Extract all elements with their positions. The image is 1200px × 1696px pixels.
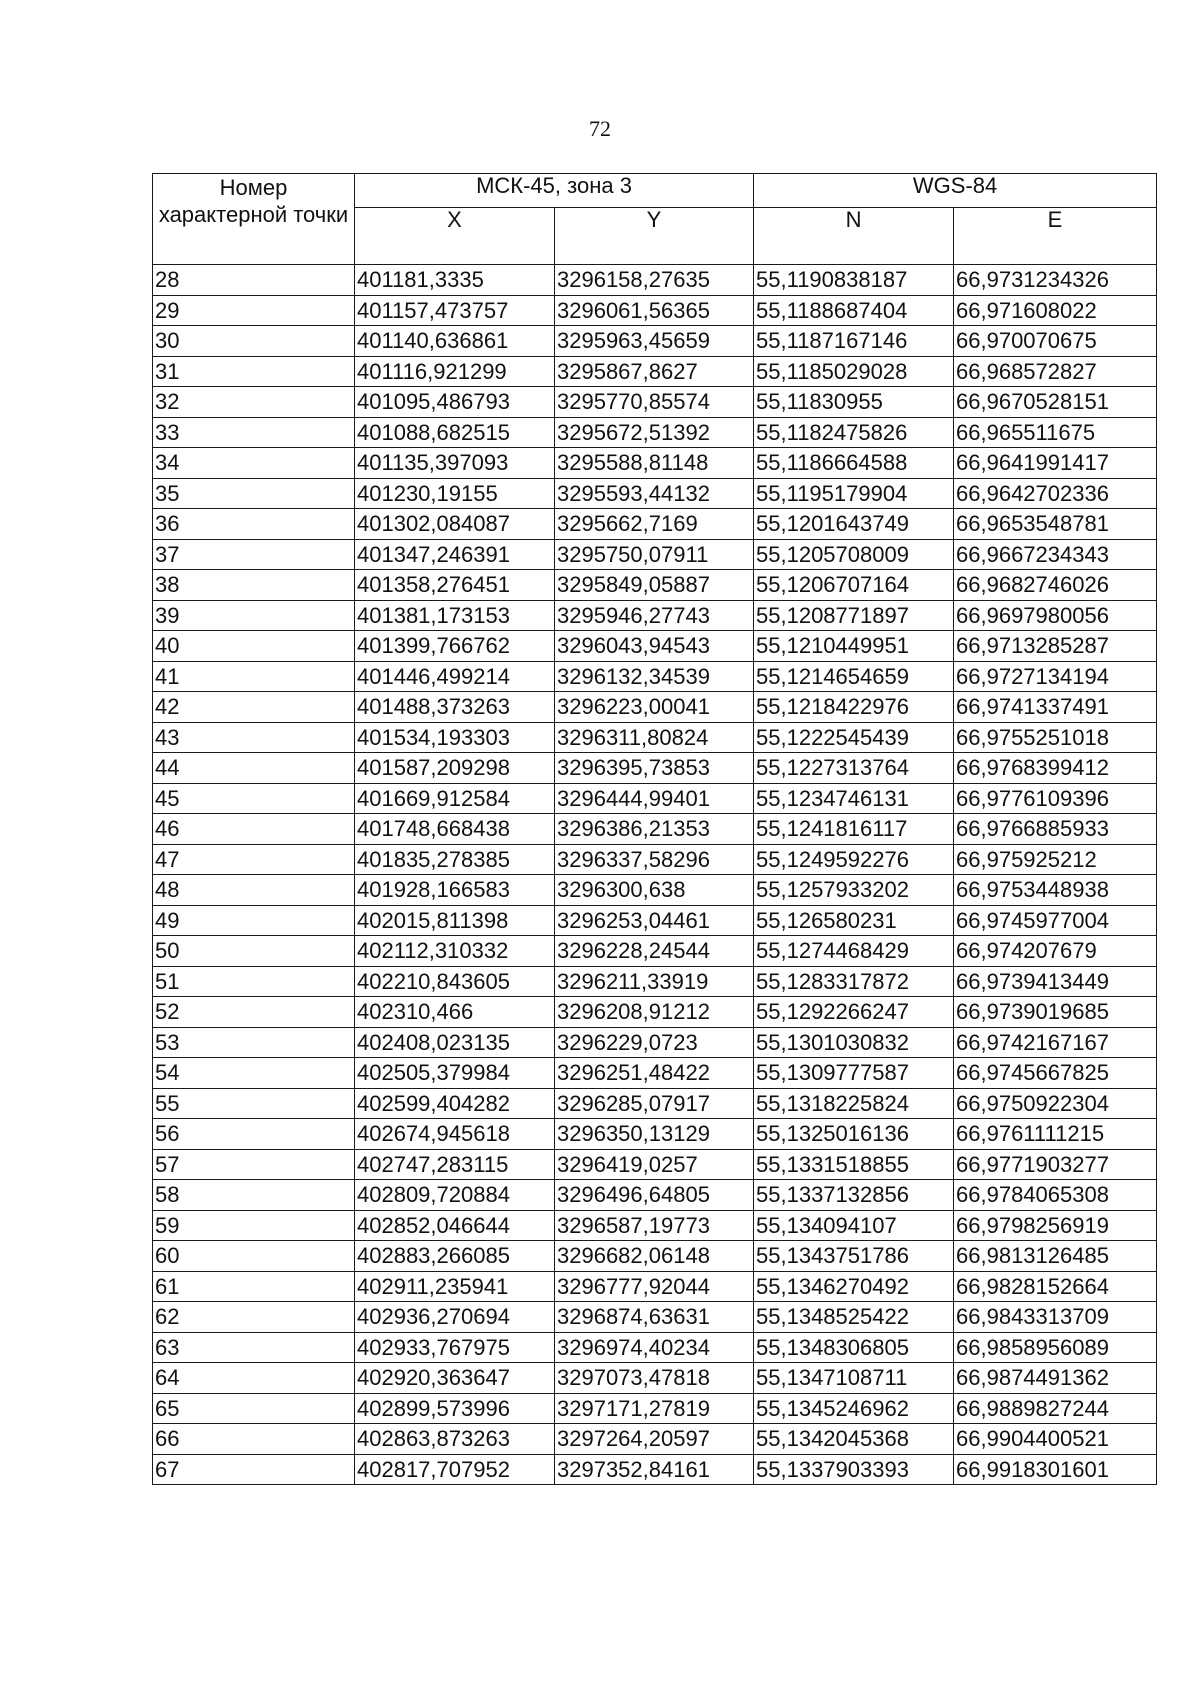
table-row (153, 966, 1157, 997)
y-cell: 3296300,638 (555, 875, 754, 906)
x-cell: 402408,023135 (355, 1027, 555, 1058)
e-cell: 66,9670528151 (954, 387, 1157, 418)
e-cell: 66,9904400521 (954, 1424, 1157, 1455)
n-column-header: N (754, 208, 954, 265)
e-cell: 66,975925212 (954, 844, 1157, 875)
x-cell: 402883,266085 (355, 1241, 555, 1272)
table-row (153, 1363, 1157, 1394)
e-cell: 66,9771903277 (954, 1149, 1157, 1180)
point-number-cell: 48 (153, 875, 355, 906)
x-cell: 402599,404282 (355, 1088, 555, 1119)
e-cell: 66,971608022 (954, 295, 1157, 326)
y-cell: 3296211,33919 (555, 966, 754, 997)
e-cell: 66,9753448938 (954, 875, 1157, 906)
y-cell: 3296395,73853 (555, 753, 754, 784)
n-cell: 55,1283317872 (754, 966, 954, 997)
e-cell: 66,9755251018 (954, 722, 1157, 753)
point-number-cell: 47 (153, 844, 355, 875)
n-cell: 55,1214654659 (754, 661, 954, 692)
n-cell: 55,1348525422 (754, 1302, 954, 1333)
table-row (153, 1119, 1157, 1150)
y-cell: 3296444,99401 (555, 783, 754, 814)
e-column-header: E (954, 208, 1157, 265)
n-cell: 55,1274468429 (754, 936, 954, 967)
x-cell: 401140,636861 (355, 326, 555, 357)
x-cell: 402112,310332 (355, 936, 555, 967)
y-cell: 3296132,34539 (555, 661, 754, 692)
point-number-cell: 60 (153, 1241, 355, 1272)
n-cell: 55,1182475826 (754, 417, 954, 448)
x-cell: 402933,767975 (355, 1332, 555, 1363)
n-cell: 55,1190838187 (754, 265, 954, 296)
table-row (153, 417, 1157, 448)
n-cell: 55,1348306805 (754, 1332, 954, 1363)
e-cell: 66,9768399412 (954, 753, 1157, 784)
e-cell: 66,9766885933 (954, 814, 1157, 845)
x-cell: 401358,276451 (355, 570, 555, 601)
y-cell: 3297073,47818 (555, 1363, 754, 1394)
table-body (153, 265, 1157, 1485)
table-row (153, 905, 1157, 936)
n-cell: 55,1187167146 (754, 326, 954, 357)
x-cell: 401669,912584 (355, 783, 555, 814)
point-number-cell: 61 (153, 1271, 355, 1302)
x-cell: 402310,466 (355, 997, 555, 1028)
table-row (153, 295, 1157, 326)
x-cell: 401399,766762 (355, 631, 555, 662)
msk-group-header: МСК-45, зона 3 (355, 174, 754, 208)
y-cell: 3296229,0723 (555, 1027, 754, 1058)
x-cell: 401347,246391 (355, 539, 555, 570)
e-cell: 66,9682746026 (954, 570, 1157, 601)
x-cell: 402911,235941 (355, 1271, 555, 1302)
point-number-cell: 41 (153, 661, 355, 692)
table-row (153, 1027, 1157, 1058)
x-cell: 402852,046644 (355, 1210, 555, 1241)
n-cell: 55,1249592276 (754, 844, 954, 875)
table-row (153, 1210, 1157, 1241)
wgs-group-header: WGS-84 (754, 174, 1157, 208)
point-number-cell: 54 (153, 1058, 355, 1089)
e-cell: 66,9742167167 (954, 1027, 1157, 1058)
x-cell: 401748,668438 (355, 814, 555, 845)
page-number: 72 (589, 116, 611, 141)
table-row (153, 1332, 1157, 1363)
x-cell: 401835,278385 (355, 844, 555, 875)
table-row (153, 661, 1157, 692)
e-cell: 66,9828152664 (954, 1271, 1157, 1302)
e-cell: 66,9641991417 (954, 448, 1157, 479)
point-number-cell: 66 (153, 1424, 355, 1455)
y-cell: 3296061,56365 (555, 295, 754, 326)
n-cell: 55,1188687404 (754, 295, 954, 326)
x-cell: 401116,921299 (355, 356, 555, 387)
table-row (153, 539, 1157, 570)
point-number-cell: 39 (153, 600, 355, 631)
table-row (153, 600, 1157, 631)
e-cell: 66,965511675 (954, 417, 1157, 448)
x-cell: 401302,084087 (355, 509, 555, 540)
x-cell: 402674,945618 (355, 1119, 555, 1150)
point-number-cell: 28 (153, 265, 355, 296)
y-cell: 3296337,58296 (555, 844, 754, 875)
table-row (153, 1241, 1157, 1272)
e-cell: 66,9741337491 (954, 692, 1157, 723)
x-cell: 401446,499214 (355, 661, 555, 692)
table-row (153, 631, 1157, 662)
x-cell: 402210,843605 (355, 966, 555, 997)
y-cell: 3296419,0257 (555, 1149, 754, 1180)
point-number-cell: 63 (153, 1332, 355, 1363)
y-cell: 3295662,7169 (555, 509, 754, 540)
y-cell: 3295672,51392 (555, 417, 754, 448)
e-cell: 66,9776109396 (954, 783, 1157, 814)
point-number-header: Номер характерной точки (153, 174, 355, 265)
table-row (153, 265, 1157, 296)
point-number-cell: 43 (153, 722, 355, 753)
table-row (153, 1302, 1157, 1333)
e-cell: 66,9739413449 (954, 966, 1157, 997)
table-row (153, 722, 1157, 753)
n-cell: 55,1346270492 (754, 1271, 954, 1302)
point-number-cell: 34 (153, 448, 355, 479)
x-cell: 401381,173153 (355, 600, 555, 631)
n-cell: 55,1325016136 (754, 1119, 954, 1150)
e-cell: 66,9731234326 (954, 265, 1157, 296)
y-cell: 3295849,05887 (555, 570, 754, 601)
e-cell: 66,9858956089 (954, 1332, 1157, 1363)
y-cell: 3296350,13129 (555, 1119, 754, 1150)
n-cell: 55,1309777587 (754, 1058, 954, 1089)
point-number-cell: 33 (153, 417, 355, 448)
y-cell: 3295867,8627 (555, 356, 754, 387)
y-cell: 3295770,85574 (555, 387, 754, 418)
y-cell: 3297171,27819 (555, 1393, 754, 1424)
n-cell: 55,1343751786 (754, 1241, 954, 1272)
n-cell: 55,1201643749 (754, 509, 954, 540)
y-cell: 3296974,40234 (555, 1332, 754, 1363)
y-cell: 3296682,06148 (555, 1241, 754, 1272)
x-cell: 401928,166583 (355, 875, 555, 906)
n-cell: 55,1318225824 (754, 1088, 954, 1119)
x-cell: 401230,19155 (355, 478, 555, 509)
y-cell: 3295963,45659 (555, 326, 754, 357)
e-cell: 66,9784065308 (954, 1180, 1157, 1211)
y-cell: 3296496,64805 (555, 1180, 754, 1211)
table-row (153, 783, 1157, 814)
table-row (153, 875, 1157, 906)
point-number-cell: 46 (153, 814, 355, 845)
x-cell: 402809,720884 (355, 1180, 555, 1211)
y-cell: 3295593,44132 (555, 478, 754, 509)
point-number-cell: 59 (153, 1210, 355, 1241)
e-cell: 66,9843313709 (954, 1302, 1157, 1333)
n-cell: 55,1195179904 (754, 478, 954, 509)
x-cell: 401488,373263 (355, 692, 555, 723)
y-cell: 3296311,80824 (555, 722, 754, 753)
table-row (153, 570, 1157, 601)
n-cell: 55,1241816117 (754, 814, 954, 845)
y-cell: 3297264,20597 (555, 1424, 754, 1455)
e-cell: 66,9918301601 (954, 1454, 1157, 1485)
x-cell: 401587,209298 (355, 753, 555, 784)
table-row (153, 753, 1157, 784)
table-row (153, 1058, 1157, 1089)
table-row (153, 448, 1157, 479)
point-number-cell: 31 (153, 356, 355, 387)
point-number-cell: 49 (153, 905, 355, 936)
table-row (153, 478, 1157, 509)
point-number-cell: 42 (153, 692, 355, 723)
y-cell: 3296251,48422 (555, 1058, 754, 1089)
y-cell: 3295588,81148 (555, 448, 754, 479)
e-cell: 66,9813126485 (954, 1241, 1157, 1272)
n-cell: 55,1347108711 (754, 1363, 954, 1394)
table-row (153, 1271, 1157, 1302)
y-cell: 3295946,27743 (555, 600, 754, 631)
n-cell: 55,1227313764 (754, 753, 954, 784)
n-cell: 55,1292266247 (754, 997, 954, 1028)
x-cell: 401181,3335 (355, 265, 555, 296)
e-cell: 66,970070675 (954, 326, 1157, 357)
table-row (153, 997, 1157, 1028)
point-number-cell: 32 (153, 387, 355, 418)
n-cell: 55,11830955 (754, 387, 954, 418)
e-cell: 66,9697980056 (954, 600, 1157, 631)
x-cell: 402817,707952 (355, 1454, 555, 1485)
point-number-cell: 67 (153, 1454, 355, 1485)
x-cell: 402505,379984 (355, 1058, 555, 1089)
y-cell: 3296228,24544 (555, 936, 754, 967)
x-cell: 401095,486793 (355, 387, 555, 418)
point-number-cell: 65 (153, 1393, 355, 1424)
point-number-cell: 62 (153, 1302, 355, 1333)
n-cell: 55,1257933202 (754, 875, 954, 906)
y-cell: 3296777,92044 (555, 1271, 754, 1302)
x-column-header: X (355, 208, 555, 265)
point-number-cell: 55 (153, 1088, 355, 1119)
point-number-cell: 53 (153, 1027, 355, 1058)
y-cell: 3296253,04461 (555, 905, 754, 936)
n-cell: 55,1301030832 (754, 1027, 954, 1058)
e-cell: 66,968572827 (954, 356, 1157, 387)
table-row (153, 1149, 1157, 1180)
n-cell: 55,1185029028 (754, 356, 954, 387)
e-cell: 66,9874491362 (954, 1363, 1157, 1394)
y-cell: 3296158,27635 (555, 265, 754, 296)
n-cell: 55,1218422976 (754, 692, 954, 723)
n-cell: 55,1205708009 (754, 539, 954, 570)
coordinates-table (152, 173, 1157, 1485)
y-column-header: Y (555, 208, 754, 265)
e-cell: 66,9667234343 (954, 539, 1157, 570)
x-cell: 402747,283115 (355, 1149, 555, 1180)
n-cell: 55,1186664588 (754, 448, 954, 479)
x-cell: 402863,873263 (355, 1424, 555, 1455)
e-cell: 66,9889827244 (954, 1393, 1157, 1424)
table-row (153, 1088, 1157, 1119)
e-cell: 66,9761111215 (954, 1119, 1157, 1150)
n-cell: 55,1337903393 (754, 1454, 954, 1485)
n-cell: 55,1222545439 (754, 722, 954, 753)
y-cell: 3296223,00041 (555, 692, 754, 723)
point-number-cell: 56 (153, 1119, 355, 1150)
point-number-cell: 50 (153, 936, 355, 967)
table-row (153, 1424, 1157, 1455)
point-number-cell: 52 (153, 997, 355, 1028)
point-number-cell: 36 (153, 509, 355, 540)
y-cell: 3296208,91212 (555, 997, 754, 1028)
table-row (153, 1180, 1157, 1211)
x-cell: 402936,270694 (355, 1302, 555, 1333)
e-cell: 66,9727134194 (954, 661, 1157, 692)
y-cell: 3296043,94543 (555, 631, 754, 662)
point-number-cell: 40 (153, 631, 355, 662)
x-cell: 402920,363647 (355, 1363, 555, 1394)
e-cell: 66,9798256919 (954, 1210, 1157, 1241)
point-number-cell: 35 (153, 478, 355, 509)
point-number-cell: 29 (153, 295, 355, 326)
point-number-cell: 30 (153, 326, 355, 357)
y-cell: 3297352,84161 (555, 1454, 754, 1485)
e-cell: 66,9713285287 (954, 631, 1157, 662)
e-cell: 66,974207679 (954, 936, 1157, 967)
table-row (153, 356, 1157, 387)
x-cell: 402899,573996 (355, 1393, 555, 1424)
n-cell: 55,1337132856 (754, 1180, 954, 1211)
table-row (153, 692, 1157, 723)
point-number-cell: 58 (153, 1180, 355, 1211)
e-cell: 66,9653548781 (954, 509, 1157, 540)
x-cell: 401135,397093 (355, 448, 555, 479)
n-cell: 55,1208771897 (754, 600, 954, 631)
y-cell: 3296386,21353 (555, 814, 754, 845)
table-row (153, 844, 1157, 875)
table-row (153, 1393, 1157, 1424)
n-cell: 55,1342045368 (754, 1424, 954, 1455)
e-cell: 66,9750922304 (954, 1088, 1157, 1119)
x-cell: 401157,473757 (355, 295, 555, 326)
point-number-cell: 38 (153, 570, 355, 601)
n-cell: 55,1234746131 (754, 783, 954, 814)
n-cell: 55,126580231 (754, 905, 954, 936)
e-cell: 66,9739019685 (954, 997, 1157, 1028)
n-cell: 55,1210449951 (754, 631, 954, 662)
table-row (153, 326, 1157, 357)
n-cell: 55,1345246962 (754, 1393, 954, 1424)
n-cell: 55,1206707164 (754, 570, 954, 601)
y-cell: 3296587,19773 (555, 1210, 754, 1241)
table-row (153, 936, 1157, 967)
table-row (153, 1454, 1157, 1485)
table-row (153, 509, 1157, 540)
x-cell: 402015,811398 (355, 905, 555, 936)
point-number-cell: 64 (153, 1363, 355, 1394)
table-header-row-groups (153, 174, 1157, 208)
point-number-cell: 51 (153, 966, 355, 997)
y-cell: 3296285,07917 (555, 1088, 754, 1119)
e-cell: 66,9745977004 (954, 905, 1157, 936)
e-cell: 66,9745667825 (954, 1058, 1157, 1089)
x-cell: 401534,193303 (355, 722, 555, 753)
y-cell: 3296874,63631 (555, 1302, 754, 1333)
point-number-cell: 44 (153, 753, 355, 784)
n-cell: 55,134094107 (754, 1210, 954, 1241)
point-number-cell: 37 (153, 539, 355, 570)
x-cell: 401088,682515 (355, 417, 555, 448)
y-cell: 3295750,07911 (555, 539, 754, 570)
table-row (153, 387, 1157, 418)
point-number-cell: 57 (153, 1149, 355, 1180)
n-cell: 55,1331518855 (754, 1149, 954, 1180)
point-number-cell: 45 (153, 783, 355, 814)
table-row (153, 814, 1157, 845)
e-cell: 66,9642702336 (954, 478, 1157, 509)
